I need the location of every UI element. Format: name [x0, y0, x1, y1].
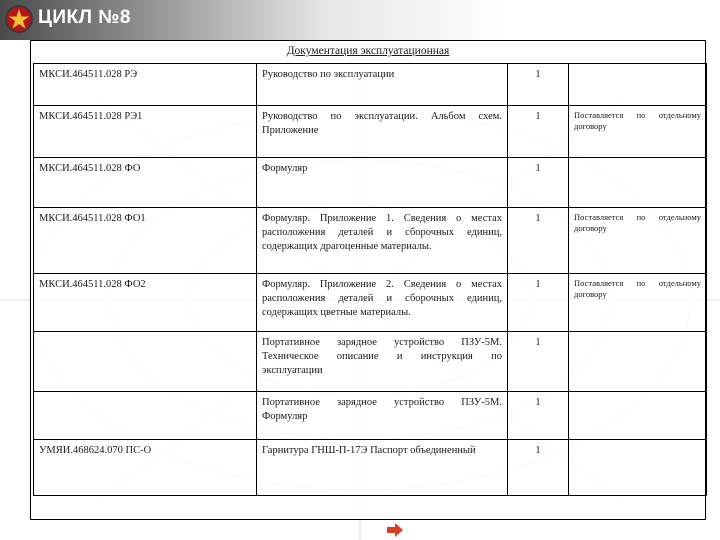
table-row	[34, 274, 707, 332]
doc-name: Формуляр. Приложение 1. Сведения о местах расположения деталей и сборочных единиц, содержащих драгоценные материалы.	[257, 208, 508, 274]
doc-name: Формуляр. Приложение 2. Сведения о местах расположения деталей и сборочных единиц, содержащих цветные материалы.	[257, 274, 508, 332]
doc-qty: 1	[508, 392, 569, 440]
doc-note	[569, 392, 707, 440]
doc-code: УМЯИ.468624.070 ПС-О	[34, 440, 257, 496]
doc-code: МКСИ.464511.028 ФО1	[34, 208, 257, 274]
brand-title: ЦИКЛ №8	[38, 7, 131, 28]
doc-name: Портативное зарядное устройство ПЗУ-5М. Формуляр	[257, 392, 508, 440]
doc-name: Портативное зарядное устройство ПЗУ-5М. Техническое описание и инструкция по эксплуатации	[257, 332, 508, 392]
table-row	[34, 332, 707, 392]
documents-table	[33, 63, 707, 496]
doc-qty: 1	[508, 440, 569, 496]
doc-qty: 1	[508, 332, 569, 392]
emblem-icon	[4, 4, 34, 34]
table-row	[34, 208, 707, 274]
document-title: Документация эксплуатационная	[286, 45, 450, 57]
doc-note	[569, 64, 707, 106]
doc-code: МКСИ.464511.028 РЭ1	[34, 106, 257, 158]
document-panel	[30, 40, 706, 520]
doc-code: МКСИ.464511.028 РЭ	[34, 64, 257, 106]
table-row	[34, 106, 707, 158]
doc-name: Формуляр	[257, 158, 508, 208]
doc-name: Гарнитура ГНШ-П-17Э Паспорт объединенный	[257, 440, 508, 496]
doc-qty: 1	[508, 208, 569, 274]
doc-code	[34, 332, 257, 392]
doc-code	[34, 392, 257, 440]
header-bar	[0, 0, 720, 40]
doc-name: Руководство по эксплуатации	[257, 64, 508, 106]
next-arrow-icon[interactable]	[387, 523, 403, 537]
doc-name: Руководство по эксплуатации. Альбом схем. Приложение	[257, 106, 508, 158]
table-row	[34, 440, 707, 496]
doc-qty: 1	[508, 106, 569, 158]
doc-note	[569, 440, 707, 496]
doc-note: Поставляется по отдельному договору	[569, 106, 707, 158]
doc-qty: 1	[508, 158, 569, 208]
doc-code: МКСИ.464511.028 ФО	[34, 158, 257, 208]
doc-qty: 1	[508, 64, 569, 106]
doc-note	[569, 332, 707, 392]
doc-qty: 1	[508, 274, 569, 332]
doc-note: Поставляется по отдельному договору	[569, 274, 707, 332]
doc-note	[569, 158, 707, 208]
table-row	[34, 392, 707, 440]
table-row	[34, 64, 707, 106]
doc-note: Поставляется по отдельному договору	[569, 208, 707, 274]
table-row	[34, 158, 707, 208]
doc-code: МКСИ.464511.028 ФО2	[34, 274, 257, 332]
